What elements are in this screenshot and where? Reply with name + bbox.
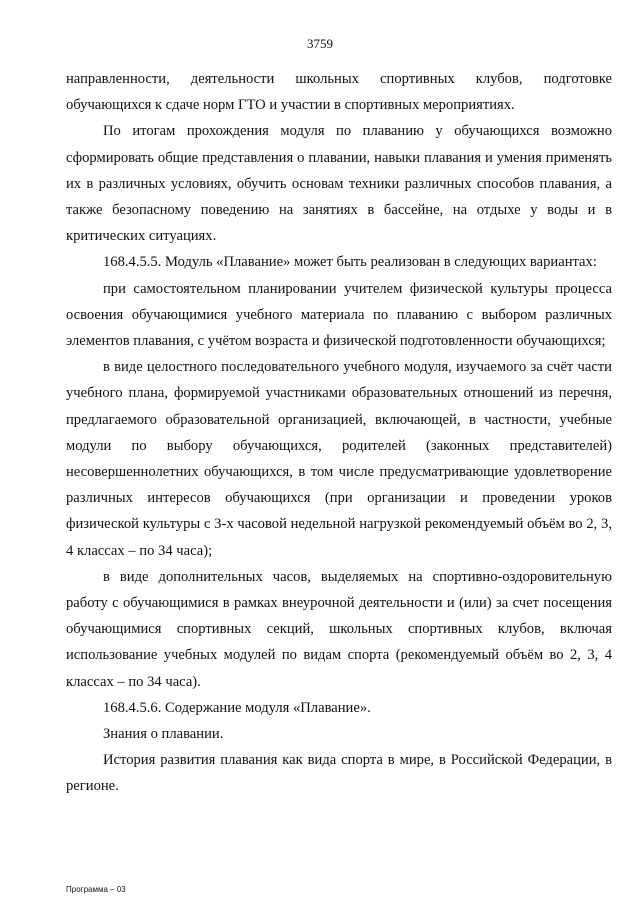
paragraph-option-module: в виде целостного последовательного учебного модуля, изучаемого за счёт части учебного плана, формируемой участниками образовательных отношений из перечня, предлагаемого образовательной организацией, включающей, в частности, учебные модули по выбору обучающихся, родителей (законных представителей) несовершеннолетних обучающихся, в том числе предусматривающие удовлетворение различных интересов обучающихся (при организации и проведении уроков физической культуры с 3-х часовой недельной нагрузкой рекомендуемый объём во 2, 3, 4 классах – по 34 часа);	[66, 359, 612, 559]
paragraph-option-extra-hours: в виде дополнительных часов, выделяемых на спортивно-оздоровительную работу с обучающимися в рамках внеурочной деятельности и (или) за счет посещения обучающимися спортивных секций, школьных спортивных клубов, включая использование учебных модулей по видам спорта (рекомендуемый объём во 2, 3, 4 классах – по 34 часа).	[66, 568, 612, 690]
paragraph-option-self-planning: при самостоятельном планировании учителем физической культуры процесса освоения обучающимися учебного материала по плаванию с выбором различных элементов плавания, с учётом возраста и физической подготовленности обучающихся;	[66, 280, 612, 350]
paragraph-swimming-outcomes: По итогам прохождения модуля по плаванию у обучающихся возможно сформировать общие представления о плавании, навыки плавания и умения применять их в различных условиях, обучить основам техники различных способов плавания, а также безопасному поведению на занятиях в бассейне, на отдыхе у воды и в критических ситуациях.	[66, 123, 612, 245]
paragraph-continuation: направленности, деятельности школьных спортивных клубов, подготовке обучающихся к сдаче норм ГТО и участии в спортивных мероприятиях.	[66, 71, 612, 114]
paragraph-section-168-4-5-6: 168.4.5.6. Содержание модуля «Плавание».	[103, 699, 371, 716]
paragraph-knowledge-heading: Знания о плавании.	[103, 726, 224, 743]
paragraph-history: История развития плавания как вида спорта в мире, в Российской Федерации, в регионе.	[66, 752, 612, 795]
page-number: 3759	[307, 36, 333, 51]
paragraph-section-168-4-5-5: 168.4.5.5. Модуль «Плавание» может быть реализован в следующих вариантах:	[103, 254, 597, 271]
document-body	[66, 66, 612, 800]
page-footer: Программа – 03	[66, 885, 126, 894]
